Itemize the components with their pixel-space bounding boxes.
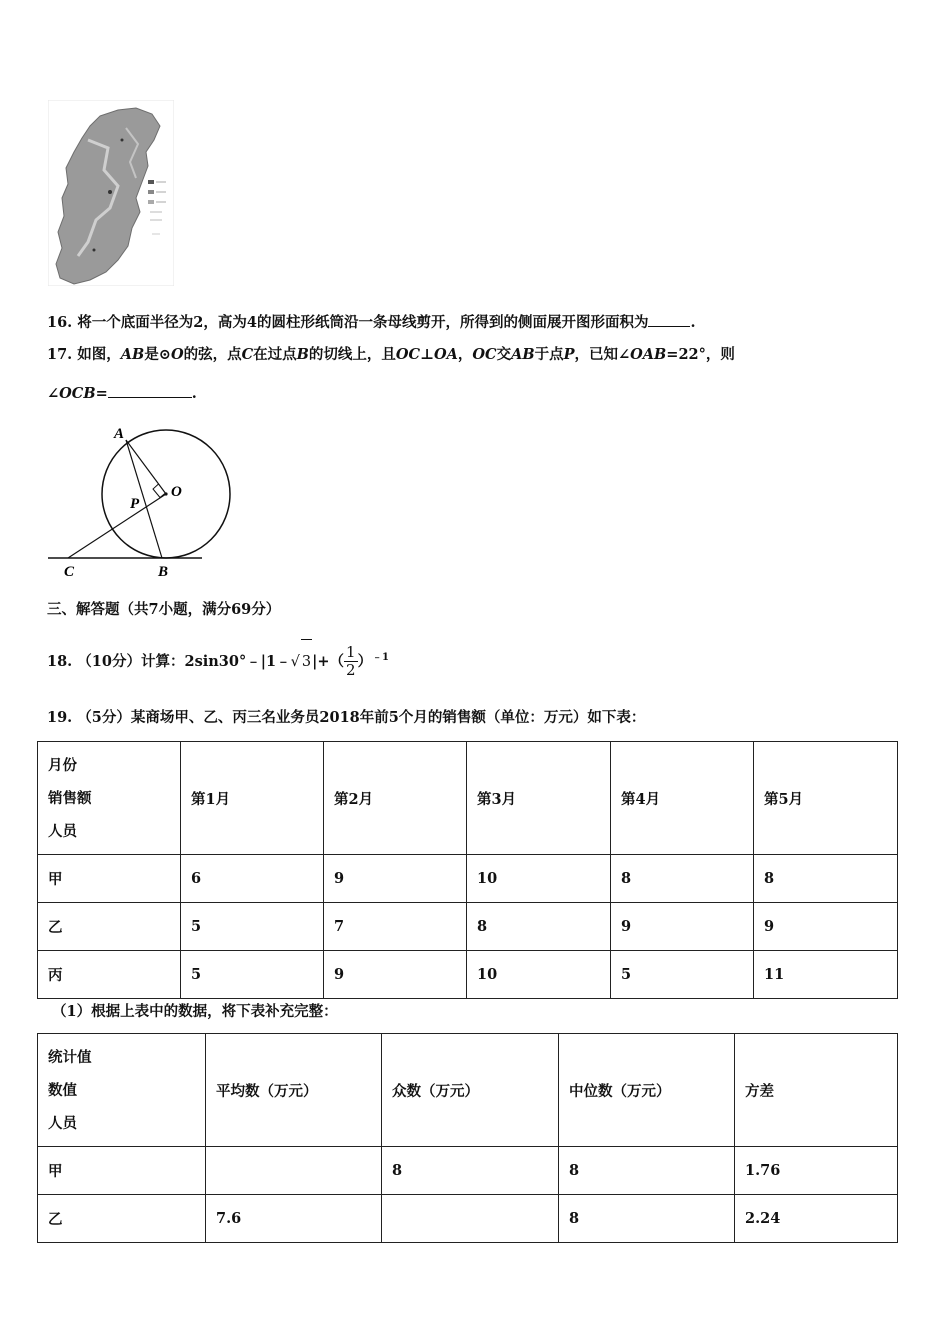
figure-17 xyxy=(44,422,234,580)
column-header: 第2月 xyxy=(324,742,467,855)
sales-table xyxy=(37,741,898,999)
q16-text: 将一个底面半径为2，高为4的圆柱形纸筒沿一条母线剪开，所得到的侧面展开图形面积为 xyxy=(77,314,649,331)
header-sales-label: 销售额 xyxy=(48,789,92,807)
table-cell: 10 xyxy=(467,951,611,999)
q18-score: （10分）计算： xyxy=(77,652,185,670)
segment-oc xyxy=(68,494,166,558)
q18-sqrt-arg: 3 xyxy=(301,639,312,684)
header-diagonal-cell xyxy=(38,1034,206,1147)
column-header: 第1月 xyxy=(181,742,324,855)
q17-seg-12: ， xyxy=(457,346,473,363)
q17-seg-2: 是⊙ xyxy=(144,346,171,363)
row-person: 甲 xyxy=(38,1147,206,1195)
segment-ao xyxy=(126,440,166,494)
table-cell-blank[interactable] xyxy=(206,1147,382,1195)
table-row xyxy=(38,951,898,999)
table-cell: 11 xyxy=(754,951,898,999)
table-row xyxy=(38,855,898,903)
q18-exponent: ﹣1 xyxy=(372,652,390,663)
q17-angle-symbol: ∠ xyxy=(47,385,60,402)
q17-var-b: B xyxy=(296,346,309,363)
table-cell: 9 xyxy=(324,951,467,999)
label-c: C xyxy=(64,564,75,580)
row-person: 甲 xyxy=(38,855,181,903)
table-row xyxy=(38,1195,898,1243)
q17-var-ab2: AB xyxy=(511,346,535,363)
q17-number: 17. xyxy=(47,346,73,363)
q18-number: 18. xyxy=(47,652,73,670)
q17-seg-20: =22°，则 xyxy=(666,346,735,363)
label-p: P xyxy=(130,496,140,512)
q19-text: （5分）某商场甲、乙、丙三名业务员2018年前5个月的销售额（单位：万元）如下表： xyxy=(77,709,646,726)
q17-var-o: O xyxy=(170,346,184,363)
question-18 xyxy=(47,636,389,680)
q17-seg-14: 交 xyxy=(496,346,512,363)
table-cell: 5 xyxy=(181,951,324,999)
question-17-line2 xyxy=(47,383,197,404)
table-cell: 5 xyxy=(611,951,754,999)
table-cell: 7.6 xyxy=(206,1195,382,1243)
table-header-row xyxy=(38,742,898,855)
table-cell: 2.24 xyxy=(735,1195,898,1243)
table-cell: 8 xyxy=(611,855,754,903)
column-header: 平均数（万元） xyxy=(206,1034,382,1147)
table-header-row xyxy=(38,1034,898,1147)
q16-answer-blank[interactable] xyxy=(648,312,690,327)
table-cell-blank[interactable] xyxy=(382,1195,559,1243)
q19-number: 19. xyxy=(47,709,73,726)
q17-seg-16: 于点 xyxy=(534,346,564,363)
q17-tail: . xyxy=(191,385,197,402)
label-b: B xyxy=(158,564,169,580)
q17-seg-4: 的弦，点 xyxy=(183,346,242,363)
q17-seg-10: ⊥ xyxy=(420,346,435,363)
q17-var-p: P xyxy=(563,346,575,363)
table-cell: 9 xyxy=(324,855,467,903)
q17-var-ab: AB xyxy=(120,346,145,363)
q17-seg-8: 的切线上，且 xyxy=(308,346,396,363)
column-header: 第5月 xyxy=(754,742,898,855)
center-dot xyxy=(164,492,167,495)
table-cell: 1.76 xyxy=(735,1147,898,1195)
q17-var-ocb: OCB xyxy=(59,385,96,402)
q18-frac-num: 1 xyxy=(346,643,356,662)
table-row xyxy=(38,903,898,951)
question-17-line1 xyxy=(47,345,735,365)
question-16 xyxy=(47,312,696,333)
column-header: 方差 xyxy=(735,1034,898,1147)
q17-var-c: C xyxy=(241,346,254,363)
q18-expr-b: |+（ xyxy=(312,652,345,670)
q17-answer-blank[interactable] xyxy=(108,383,192,398)
header-value-label: 数值 xyxy=(48,1081,77,1099)
section-3-title: 三、解答题（共7小题，满分69分） xyxy=(47,601,281,618)
header-stat-label: 统计值 xyxy=(48,1048,92,1066)
q18-expr-a: 2sin30°﹣|1﹣ xyxy=(184,652,291,670)
stats-table xyxy=(37,1033,898,1243)
table-row xyxy=(38,1147,898,1195)
q16-number: 16. xyxy=(47,314,73,331)
table-cell: 8 xyxy=(559,1147,735,1195)
label-a: A xyxy=(114,426,125,442)
row-person: 乙 xyxy=(38,903,181,951)
q17-seg-18: ，已知∠ xyxy=(574,346,631,363)
row-person: 丙 xyxy=(38,951,181,999)
row-person: 乙 xyxy=(38,1195,206,1243)
q17-var-oab: OAB xyxy=(630,346,667,363)
header-diagonal-cell xyxy=(38,742,181,855)
header-month-label: 月份 xyxy=(48,756,77,774)
table-cell: 6 xyxy=(181,855,324,903)
table-cell: 8 xyxy=(382,1147,559,1195)
header-person-label: 人员 xyxy=(48,1114,77,1132)
column-header: 第3月 xyxy=(467,742,611,855)
q18-expr-c: ） xyxy=(357,652,373,670)
q17-var-oc: OC xyxy=(395,346,421,363)
table-cell: 10 xyxy=(467,855,611,903)
q16-tail: . xyxy=(690,314,696,331)
q17-var-oc2: OC xyxy=(472,346,497,363)
sqrt-symbol: √ xyxy=(290,653,300,670)
q18-frac-den: 2 xyxy=(346,661,356,680)
q18-fraction xyxy=(344,644,358,679)
header-person-label: 人员 xyxy=(48,822,77,840)
table-cell: 9 xyxy=(754,903,898,951)
table-cell: 7 xyxy=(324,903,467,951)
map-figure xyxy=(48,100,174,286)
table-cell: 8 xyxy=(559,1195,735,1243)
table-cell: 8 xyxy=(467,903,611,951)
q17-var-oa: OA xyxy=(434,346,458,363)
table-cell: 5 xyxy=(181,903,324,951)
label-o: O xyxy=(171,484,182,500)
column-header: 第4月 xyxy=(611,742,754,855)
q17-eq: = xyxy=(95,385,108,402)
table-cell: 8 xyxy=(754,855,898,903)
q17-seg-6: 在过点 xyxy=(253,346,297,363)
table-cell: 9 xyxy=(611,903,754,951)
q19-sub1: （1）根据上表中的数据，将下表补充完整： xyxy=(52,1003,338,1020)
column-header: 众数（万元） xyxy=(382,1034,559,1147)
q17-seg-0: 如图， xyxy=(77,346,121,363)
column-header: 中位数（万元） xyxy=(559,1034,735,1147)
question-19 xyxy=(47,708,645,728)
